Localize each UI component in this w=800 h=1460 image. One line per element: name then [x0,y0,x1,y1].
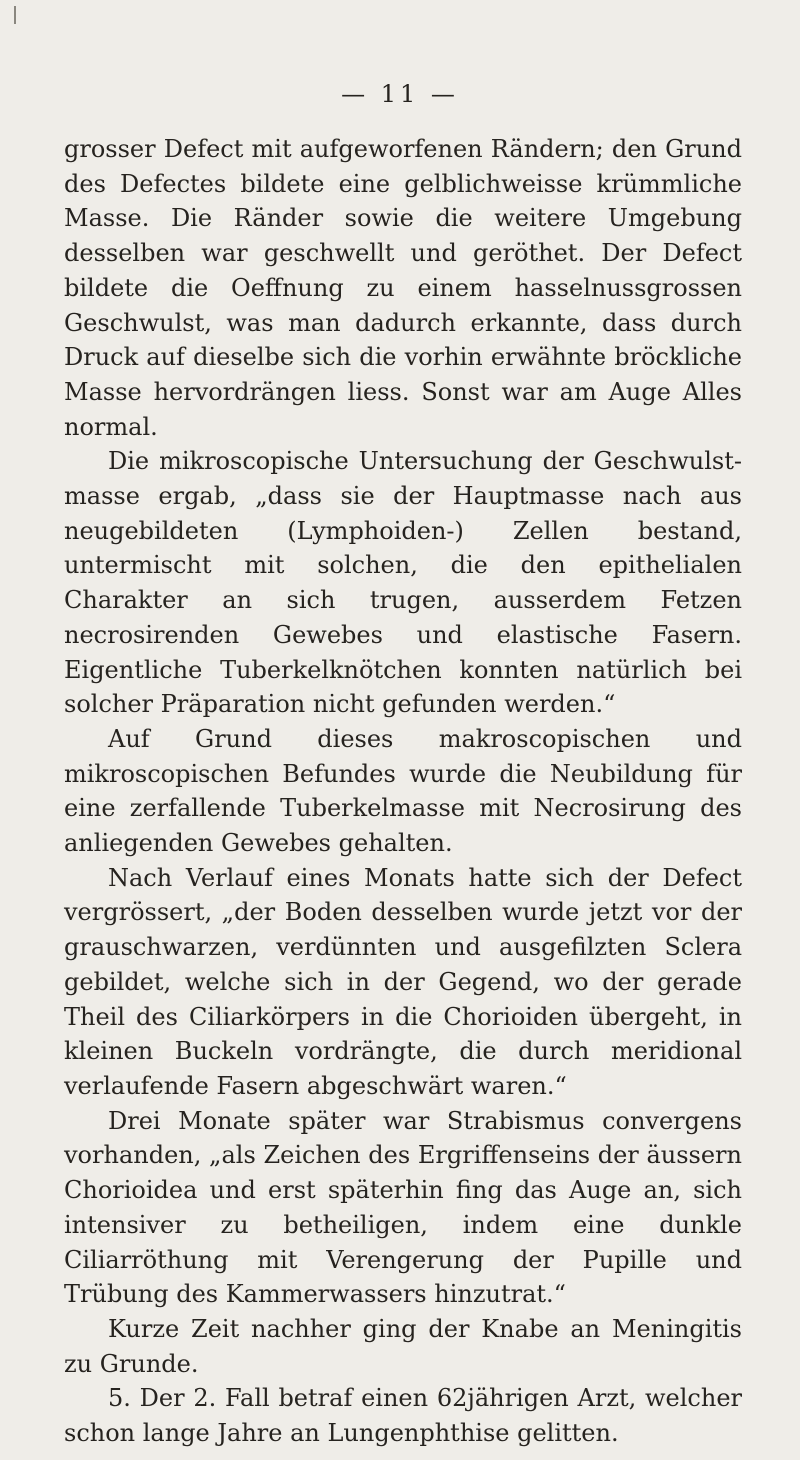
paragraph-3: Auf Grund dieses makroscopischen und mikroscopischen Befundes wurde die Neubildung für eine zerfallende Tuberkelmasse mit Necrosirung des anliegenden Gewebes gehalten. [64,724,742,858]
paragraph-5: Drei Monate später war Strabismus convergens vorhanden, „als Zeichen des Ergriffenseins der äussern Chorioidea und erst späterhin fing das Auge an, sich intensiver zu betheiligen, indem eine dunkle Ciliarröthung mit Verengerung der Pupille und Trübung des Kammerwassers hinzutrat.“ [64,1106,742,1309]
page-number: — 11 — [341,80,459,108]
paragraph-4: Nach Verlauf eines Monats hatte sich der Defect vergrössert, „der Boden desselben wurde jetzt vor der grauschwarzen, verdünnten und ausgefilzten Sclera gebildet, welche sich in der Gegend, wo der gerade Theil des Ciliarkörpers in die Chorioiden übergeht, in kleinen Buckeln vordrängte, die durch meridional verlaufende Fasern abgeschwärt waren.“ [64,863,742,1100]
body-text [64,132,742,1451]
paragraph-2: Die mikroscopische Untersuchung der Geschwulstmasse ergab, „dass sie der Hauptmasse nach aus neugebildeten (Lymphoiden-) Zellen bestand, untermischt mit solchen, die den epithelialen Charakter an sich trugen, ausserdem Fetzen necrosirenden Gewebes und elastische Fasern. Eigentliche Tuberkelknötchen konnten natürlich bei solcher Präparation nicht gefunden werden.“ [64,447,742,719]
paragraph-7: 5. Der 2. Fall betraf einen 62jährigen Arzt, welcher schon lange Jahre an Lungenphthise gelitten. [64,1384,742,1448]
scan-edge-mark [14,6,16,24]
paragraph-6: Kurze Zeit nachher ging der Knabe an Meningitis zu Grunde. [64,1314,742,1378]
paragraph-1: grosser Defect mit aufgeworfenen Rändern; den Grund des Defectes bildete eine gelblichweisse krümmliche Masse. Die Ränder sowie die weitere Umgebung desselben war geschwellt und geröthet. Der Defect bildete die Oeffnung zu einem hasselnussgrossen Geschwulst, was man dadurch erkannte, dass durch Druck auf dieselbe sich die vorhin erwähnte bröckliche Masse hervordrängen liess. Sonst war am Auge Alles normal. [64,135,742,441]
